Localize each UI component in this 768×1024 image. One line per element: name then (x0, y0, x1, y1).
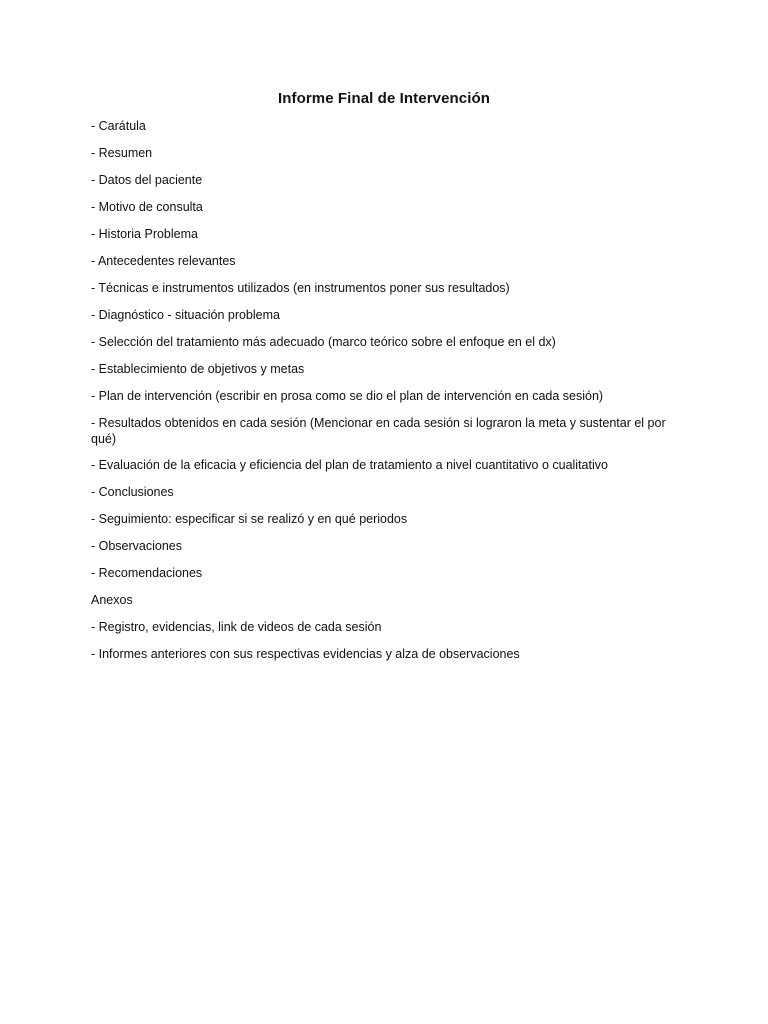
list-item-datos-paciente: - Datos del paciente (91, 173, 203, 187)
list-item-seleccion-tratamiento: - Selección del tratamiento más adecuado (marco teórico sobre el enfoque en el dx) (91, 335, 556, 349)
annex-heading: Anexos (91, 593, 133, 607)
list-item-diagnostico: - Diagnóstico - situación problema (91, 308, 280, 322)
list-item-tecnicas-instrumentos: - Técnicas e instrumentos utilizados (en instrumentos poner sus resultados) (91, 281, 510, 295)
list-item-caratula: - Carátula (91, 119, 146, 133)
document-content (91, 118, 671, 673)
list-item-antecedentes: - Antecedentes relevantes (91, 254, 236, 268)
document-title: Informe Final de Intervención (277, 90, 491, 107)
list-item-observaciones: - Observaciones (91, 539, 183, 553)
list-item-resumen: - Resumen (91, 146, 153, 160)
list-item-recomendaciones: - Recomendaciones (91, 566, 203, 580)
annex-item-registro: - Registro, evidencias, link de videos de cada sesión (91, 620, 382, 634)
list-item-conclusiones: - Conclusiones (91, 485, 174, 499)
list-item-motivo-consulta: - Motivo de consulta (91, 200, 203, 214)
list-item-plan-intervencion: - Plan de intervención (escribir en prosa como se dio el plan de intervención en cada sesión) (91, 389, 604, 403)
list-item-resultados-sesion: - Resultados obtenidos en cada sesión (Mencionar en cada sesión si lograron la meta y sustentar el por qué) (91, 416, 666, 446)
list-item-seguimiento: - Seguimiento: especificar si se realizó y en qué periodos (91, 512, 408, 526)
list-item-historia-problema: - Historia Problema (91, 227, 198, 241)
list-item-objetivos-metas: - Establecimiento de objetivos y metas (91, 362, 305, 376)
list-item-evaluacion-eficacia: - Evaluación de la eficacia y eficiencia del plan de tratamiento a nivel cuantitativo o cualitativo (91, 458, 608, 472)
annex-item-informes-anteriores: - Informes anteriores con sus respectivas evidencias y alza de observaciones (91, 647, 520, 661)
